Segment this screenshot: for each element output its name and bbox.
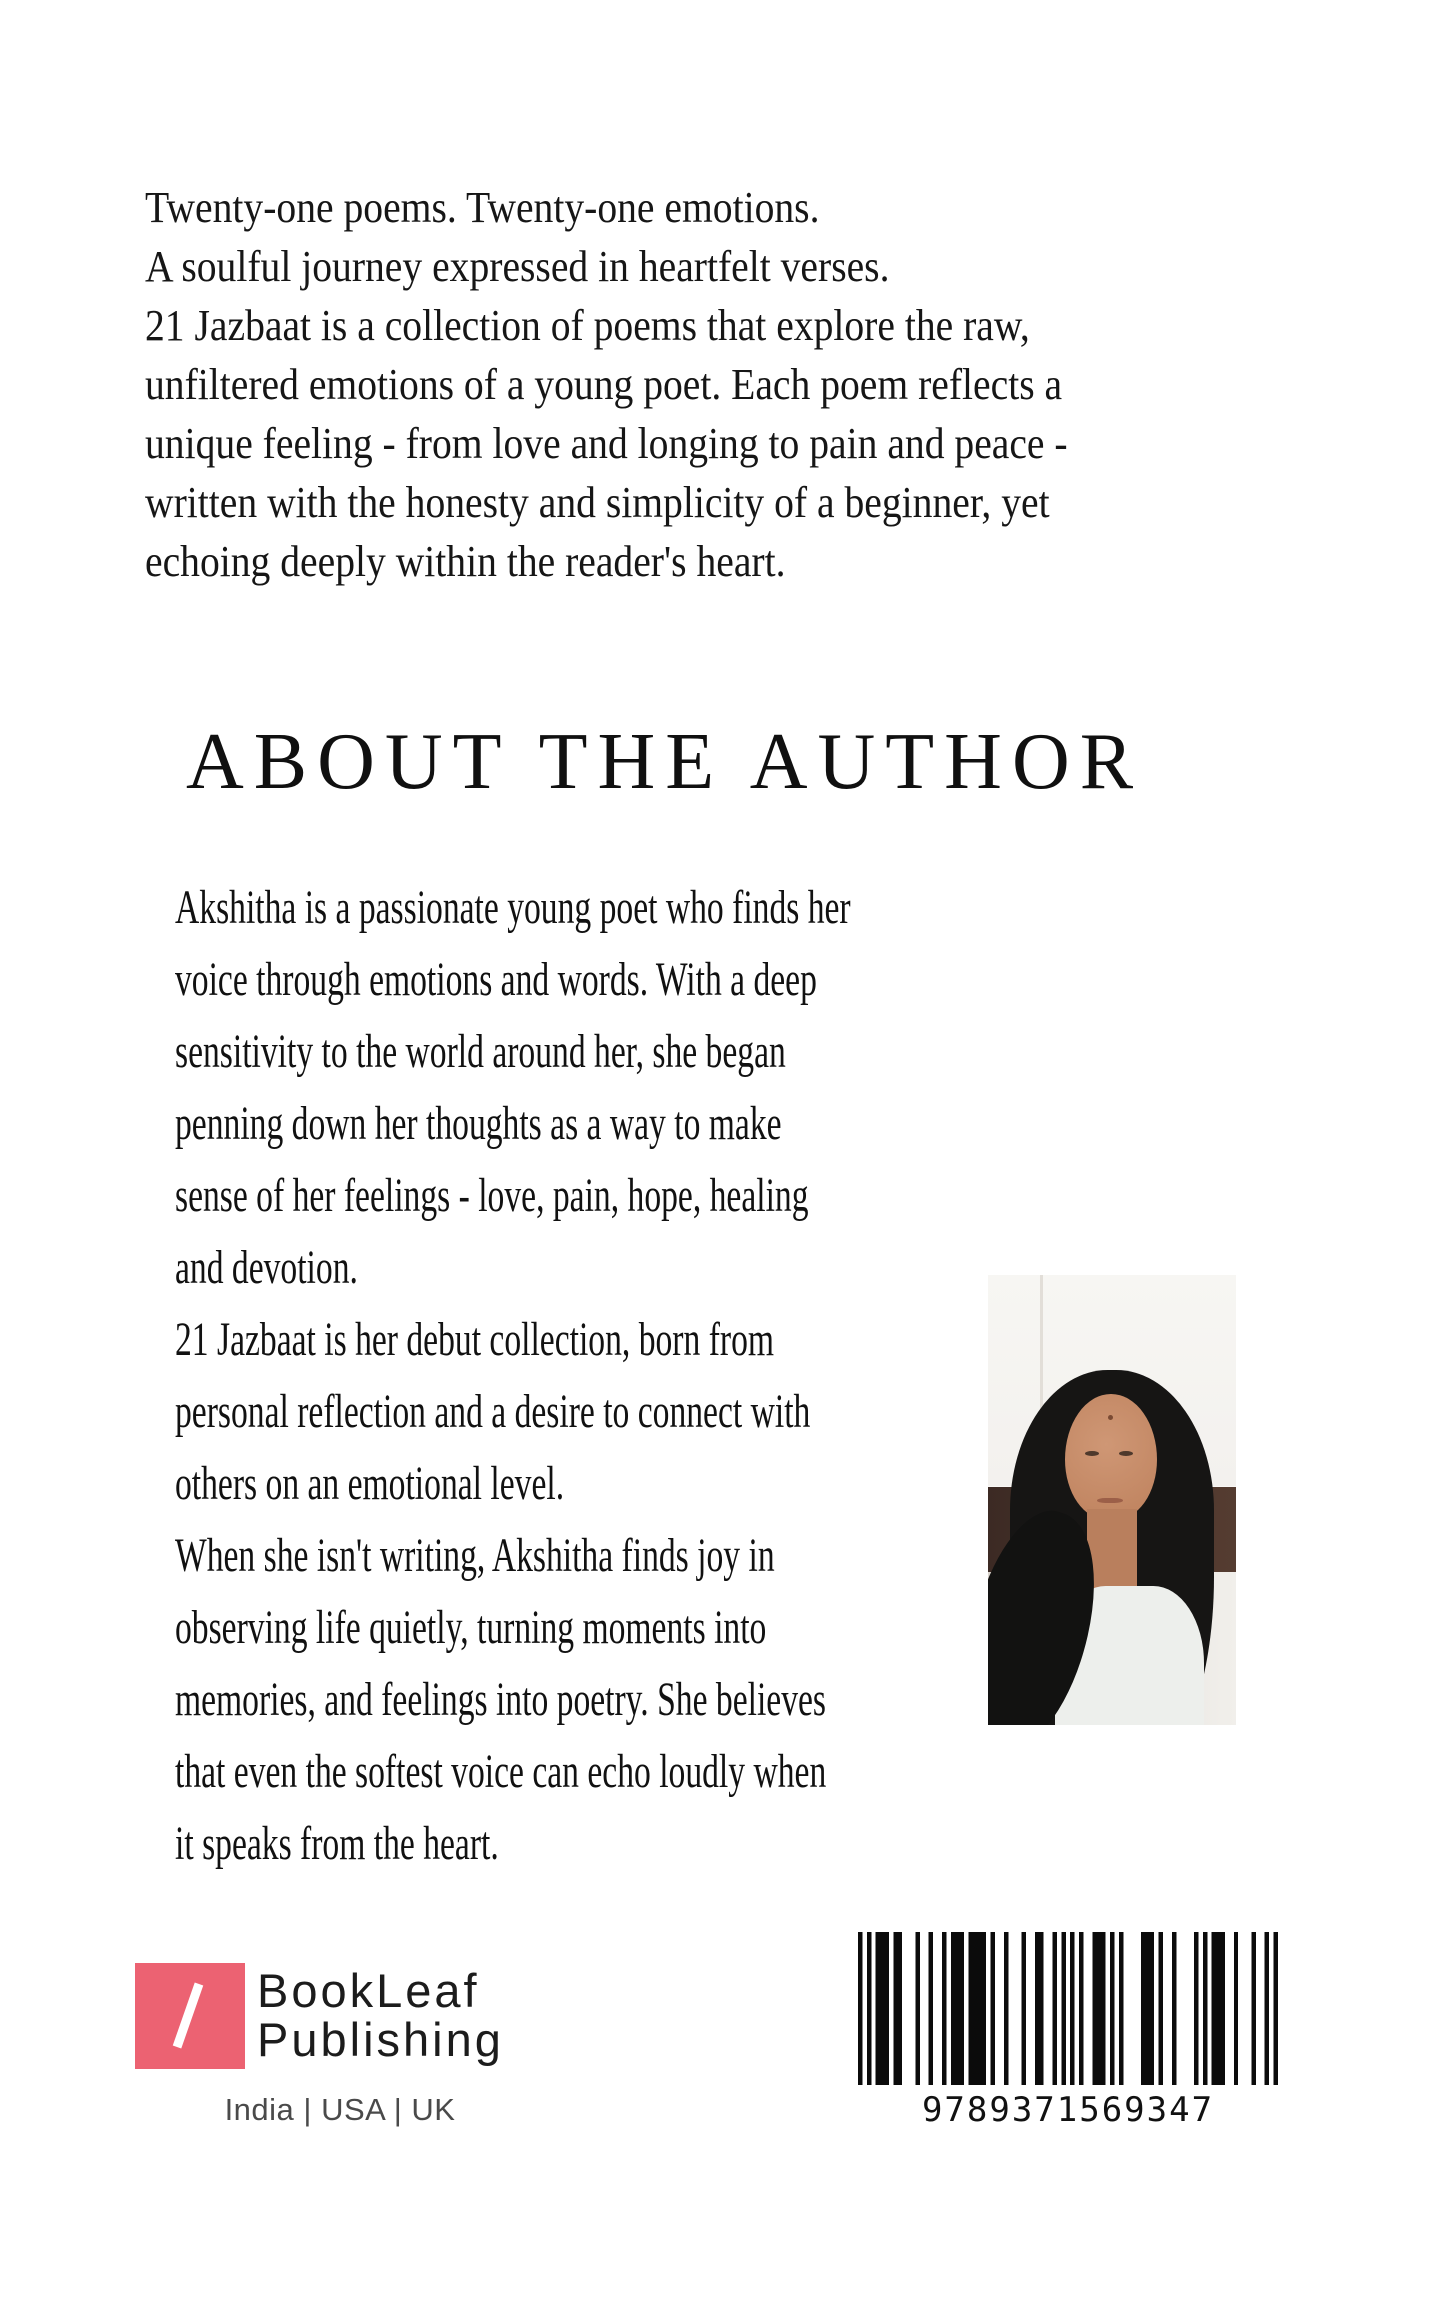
barcode-svg [858, 1932, 1278, 2085]
bio-line: and devotion. [175, 1241, 358, 1294]
author-eye-left [1085, 1451, 1099, 1456]
publisher-countries: India | USA | UK [224, 2092, 456, 2127]
bio-line: observing life quietly, turning moments into [175, 1601, 767, 1654]
bio-line: Akshitha is a passionate young poet who finds her [175, 881, 851, 934]
bio-line: memories, and feelings into poetry. She believes [175, 1673, 826, 1726]
intro-line: unfiltered emotions of a young poet. Each poem reflects a [145, 360, 1063, 409]
bio-line: voice through emotions and words. With a deep [175, 953, 817, 1006]
about-the-author-heading: ABOUT THE AUTHOR [186, 718, 1144, 806]
intro-line: Twenty-one poems. Twenty-one emotions. [145, 183, 820, 232]
intro-line: echoing deeply within the reader's heart. [145, 537, 786, 586]
publisher-name-line1: BookLeaf [257, 1964, 480, 2017]
intro-line: unique feeling - from love and longing to pain and peace - [145, 419, 1068, 468]
author-bindi [1108, 1415, 1113, 1420]
author-smile [1097, 1498, 1123, 1503]
bookleaf-logo-mark [135, 1963, 245, 2069]
isbn-barcode-bars [858, 1932, 1278, 2085]
bio-line: personal reflection and a desire to connect with [175, 1385, 811, 1438]
author-eye-right [1119, 1451, 1133, 1456]
intro-line: written with the honesty and simplicity of a beginner, yet [145, 478, 1050, 527]
bio-line: sense of her feelings - love, pain, hope, healing [175, 1169, 809, 1222]
bio-line: When she isn't writing, Akshitha finds joy in [175, 1529, 775, 1582]
intro-paragraph [145, 178, 1170, 591]
bio-line: that even the softest voice can echo loudly when [175, 1745, 827, 1798]
bio-line: it speaks from the heart. [175, 1817, 499, 1870]
bio-line: sensitivity to the world around her, she began [175, 1025, 786, 1078]
slash-icon [135, 1963, 245, 2069]
intro-line: A soulful journey expressed in heartfelt verses. [145, 242, 890, 291]
publisher-name-line2: Publishing [257, 2013, 504, 2066]
intro-line: 21 Jazbaat is a collection of poems that explore the raw, [145, 301, 1030, 350]
bio-line: others on an emotional level. [175, 1457, 565, 1510]
author-photo [988, 1275, 1236, 1725]
isbn-number: 9789371569347 [921, 2090, 1215, 2130]
bio-line: penning down her thoughts as a way to make [175, 1097, 782, 1150]
bio-line: 21 Jazbaat is her debut collection, born from [175, 1313, 775, 1366]
publisher-name [257, 1966, 504, 2064]
